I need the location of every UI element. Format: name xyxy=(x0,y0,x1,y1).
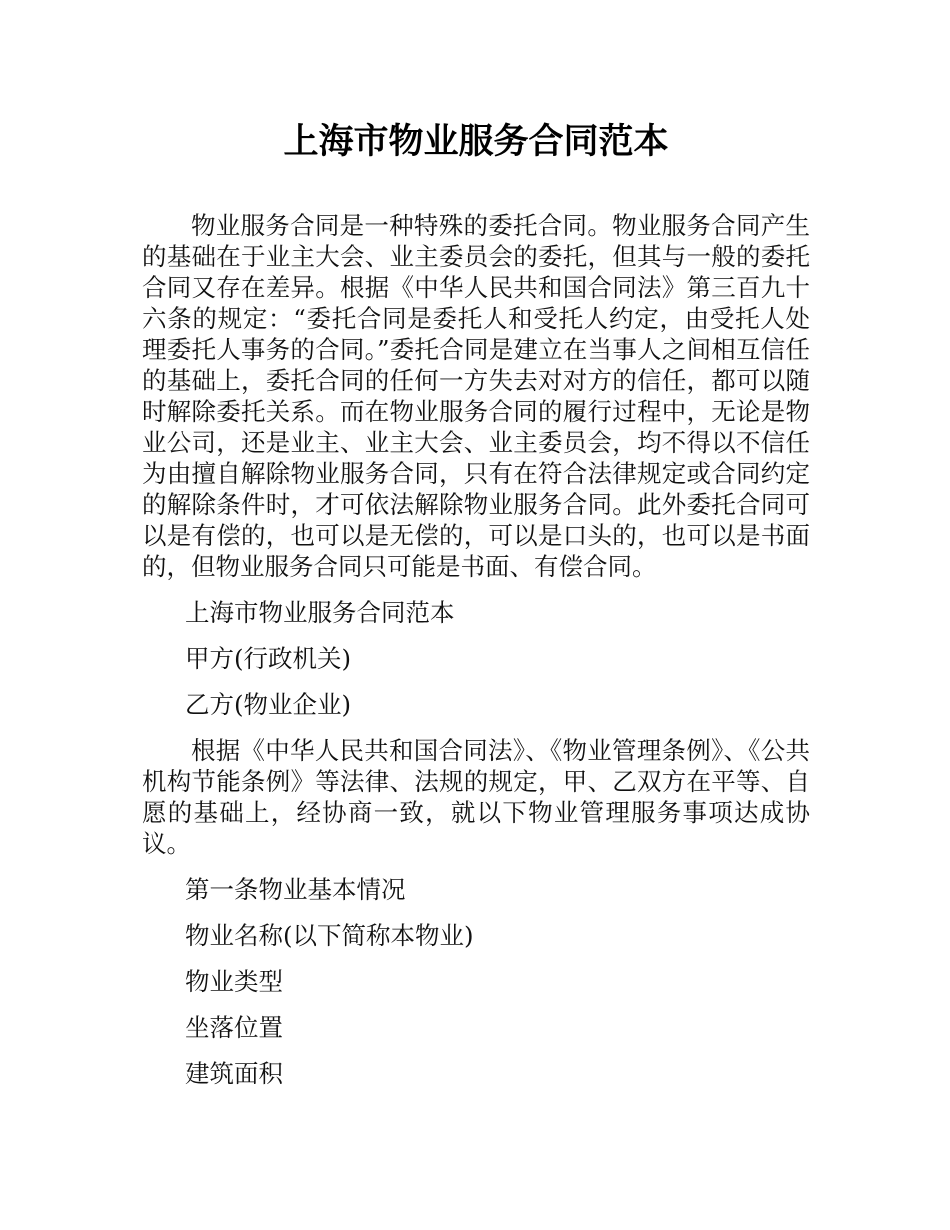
party-b-line: 乙方(物业企业) xyxy=(185,690,352,719)
building-area-line: 建筑面积 xyxy=(185,1059,283,1088)
property-type-line: 物业类型 xyxy=(185,967,283,996)
intro-paragraph: 物业服务合同是一种特殊的委托合同。物业服务合同产生的基础在于业主大会、业主委员会的委托，但其与一般的委托合同又存在差异。根据《中华人民共和国合同法》第三百九十六条的规定：“委托合同是委托人和受托人约定，由受托人处理委托人事务的合同。”委托合同是建立在当事人之间相互信任的基础上，委托合同的任何一方失去对对方的信任，都可以随时解除委托关系。而在物业服务合同的履行过程中，无论是物业公司，还是业主、业主大会、业主委员会，均不得以不信任为由擅自解除物业服务合同，只有在符合法律规定或合同约定的解除条件时，才可依法解除物业服务合同。此外委托合同可以是有偿的，也可以是无偿的，可以是口头的，也可以是书面的，但物业服务合同只可能是书面、有偿合同。 xyxy=(142,211,810,581)
document-title: 上海市物业服务合同范本 xyxy=(283,122,669,162)
party-a-line: 甲方(行政机关) xyxy=(185,644,352,673)
legal-basis-paragraph: 根据《中华人民共和国合同法》、《物业管理条例》、《公共机构节能条例》等法律、法规的规定，甲、乙双方在平等、自愿的基础上，经协商一致，就以下物业管理服务事项达成协议。 xyxy=(142,736,810,858)
property-name-line: 物业名称(以下简称本物业) xyxy=(185,921,474,950)
contract-subtitle: 上海市物业服务合同范本 xyxy=(185,598,455,627)
location-line: 坐落位置 xyxy=(185,1013,283,1042)
article-1-heading: 第一条物业基本情况 xyxy=(185,875,406,904)
document-page xyxy=(142,112,810,1104)
